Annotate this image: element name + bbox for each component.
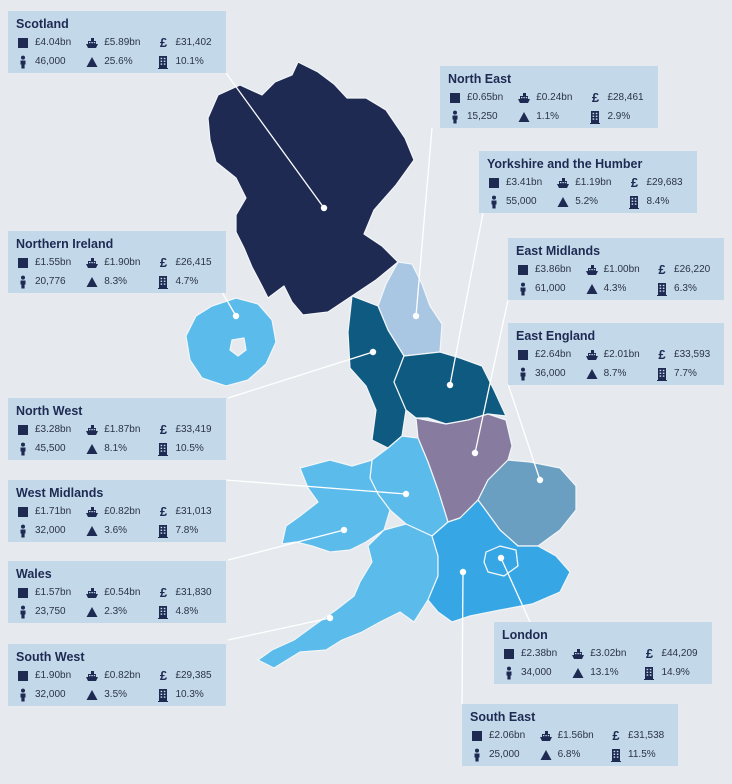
person-icon [16,55,30,69]
stat-share-value: 14.9% [661,667,690,678]
region-title: East England [516,329,596,343]
stat-growth [571,666,642,680]
stat-growth-value: 8.3% [104,276,128,287]
stat-gva [16,423,85,437]
card-east-midlands[interactable] [508,238,724,300]
stats-row-1 [16,666,218,685]
card-north-west[interactable] [8,398,226,460]
stats-row-2 [516,364,716,383]
stat-exports-value: £1.87bn [104,424,141,435]
stat-jobs [448,110,517,124]
triangle-up-icon [85,688,99,702]
stat-growth [585,282,655,296]
stat-gva-value: £1.55bn [35,257,72,268]
stat-income-value: £31,830 [175,587,212,598]
stat-growth [556,195,627,209]
stat-exports [85,423,156,437]
stat-exports [539,729,609,743]
stat-gva-value: £2.06bn [489,730,526,741]
building-icon [627,195,641,209]
stat-jobs [16,442,85,456]
person-icon [516,282,530,296]
stat-jobs-value: 46,000 [35,56,66,67]
stat-share [609,748,670,762]
stat-exports-value: £1.19bn [575,177,612,188]
square-icon [470,729,484,743]
ship-icon [571,647,585,661]
region-title: South East [470,710,536,724]
stat-share-value: 11.5% [628,749,656,760]
stat-jobs [16,688,85,702]
triangle-up-icon [539,748,553,762]
stats-row-1 [16,583,218,602]
pound-icon: £ [159,254,168,270]
ship-icon [85,505,99,519]
stat-income-value: £28,461 [607,92,644,103]
stat-gva [448,91,517,105]
card-north-east[interactable] [440,66,658,128]
stat-income-value: £44,209 [661,648,698,659]
stat-jobs [16,605,85,619]
region-title: North West [16,404,83,418]
region-title: South West [16,650,85,664]
person-icon [16,688,30,702]
stat-jobs-value: 23,750 [35,606,66,617]
stat-growth-value: 3.6% [104,525,128,536]
square-icon [516,263,530,277]
stat-exports-value: £0.54bn [104,587,141,598]
triangle-up-icon [85,55,99,69]
region-title: Wales [16,567,52,581]
stat-share-value: 6.3% [674,283,697,294]
stat-growth-value: 6.8% [557,749,581,760]
triangle-up-icon [85,275,99,289]
stat-income-value: £31,538 [628,730,665,741]
stat-share-value: 8.4% [646,196,670,207]
stat-gva-value: £1.57bn [35,587,72,598]
stat-exports-value: £1.56bn [557,730,594,741]
pound-icon: £ [159,34,168,50]
stat-gva [16,669,85,683]
square-icon [502,647,516,661]
stat-income [156,586,218,600]
building-icon [655,282,669,296]
stats-row-1 [16,33,218,52]
stat-income-value: £33,419 [175,424,212,435]
stat-exports [556,176,627,190]
stat-exports-value: £1.00bn [603,264,640,275]
stat-gva [16,256,85,270]
stat-income [156,669,218,683]
marker-scotland [321,205,327,211]
ship-icon [517,91,531,105]
stats-row-1 [487,173,689,192]
triangle-up-icon [85,524,99,538]
person-icon [516,367,530,381]
stat-income [655,263,716,277]
pound-icon: £ [159,421,168,437]
stat-jobs-value: 36,000 [535,368,566,379]
stat-gva [16,586,85,600]
stat-share [642,666,704,680]
stats-row-2 [516,279,716,298]
stat-exports [85,669,156,683]
stat-share [588,110,650,124]
pound-icon: £ [658,346,666,362]
stat-jobs [516,367,585,381]
stat-growth [539,748,609,762]
stat-income-value: £26,415 [175,257,212,268]
person-icon [16,275,30,289]
triangle-up-icon [585,282,599,296]
stat-gva-value: £2.64bn [535,349,572,360]
stat-share-value: 10.1% [175,56,204,67]
stats-row-2 [16,521,218,540]
stats-row-2 [448,107,650,126]
card-west-midlands[interactable] [8,480,226,542]
triangle-up-icon [85,605,99,619]
region-title: Northern Ireland [16,237,114,251]
stat-share [156,605,218,619]
stat-income-value: £33,593 [674,349,711,360]
stat-jobs [470,748,539,762]
stat-growth-value: 8.1% [104,443,128,454]
stat-gva [516,263,585,277]
stat-share [655,367,716,381]
person-icon [16,524,30,538]
stat-income [156,505,218,519]
marker-west-midlands [403,491,409,497]
stat-exports [85,256,156,270]
building-icon [156,605,170,619]
building-icon [156,524,170,538]
stat-growth [585,367,655,381]
square-icon [16,669,30,683]
stat-growth [85,524,156,538]
stat-growth-value: 5.2% [575,196,599,207]
stat-jobs-value: 32,000 [35,689,66,700]
stat-gva [516,348,585,362]
square-icon [487,176,501,190]
stat-exports-value: £0.24bn [536,92,573,103]
stat-share [655,282,716,296]
stat-gva [470,729,539,743]
stat-jobs-value: 15,250 [467,111,498,122]
stat-gva [502,647,571,661]
stat-gva [16,36,85,50]
stat-gva-value: £1.71bn [35,506,72,517]
stat-share [627,195,689,209]
stat-jobs [16,524,85,538]
marker-northern-ireland [233,313,239,319]
stat-share-value: 4.7% [175,276,199,287]
stats-row-2 [487,192,689,211]
stat-jobs-value: 34,000 [521,667,552,678]
card-yorkshire[interactable] [479,151,697,213]
stat-share [156,55,218,69]
stats-row-1 [470,726,670,745]
square-icon [16,586,30,600]
pound-icon: £ [645,645,654,661]
marker-yorkshire [447,382,453,388]
square-icon [16,36,30,50]
ship-icon [556,176,570,190]
pound-icon: £ [159,584,168,600]
stat-income [156,423,218,437]
stat-exports [85,505,156,519]
card-wales[interactable] [8,561,226,623]
stat-growth [85,275,156,289]
stat-growth [517,110,588,124]
stat-gva-value: £3.41bn [506,177,543,188]
region-title: North East [448,72,512,86]
leader-yorkshire [450,213,483,385]
building-icon [642,666,656,680]
ship-icon [539,729,553,743]
building-icon [156,55,170,69]
building-icon [588,110,602,124]
stat-exports-value: £3.02bn [590,648,627,659]
stat-gva-value: £3.28bn [35,424,72,435]
stat-income-value: £29,385 [175,670,212,681]
stat-share [156,275,218,289]
stat-share [156,442,218,456]
stat-share-value: 7.7% [674,368,697,379]
stat-jobs-value: 61,000 [535,283,566,294]
marker-london [498,555,504,561]
pound-icon: £ [159,667,168,683]
building-icon [156,688,170,702]
ship-icon [85,669,99,683]
stat-jobs-value: 20,776 [35,276,66,287]
person-icon [16,442,30,456]
stat-income [156,36,218,50]
building-icon [156,275,170,289]
stat-exports-value: £2.01bn [603,349,640,360]
stat-income-value: £29,683 [646,177,683,188]
stat-jobs [502,666,571,680]
stat-gva [16,505,85,519]
stat-share [156,524,218,538]
stat-jobs [16,275,85,289]
stat-income-value: £31,402 [175,37,212,48]
stat-jobs [487,195,556,209]
stats-row-2 [470,745,670,764]
stats-row-2 [16,272,218,291]
ship-icon [85,256,99,270]
person-icon [470,748,484,762]
triangle-up-icon [556,195,570,209]
marker-north-west [370,349,376,355]
stat-growth-value: 2.3% [104,606,128,617]
marker-south-west [327,615,333,621]
marker-east-england [537,477,543,483]
marker-north-east [413,313,419,319]
stats-row-2 [16,685,218,704]
stat-gva-value: £3.86bn [535,264,572,275]
stat-growth-value: 1.1% [536,111,560,122]
stat-exports-value: £0.82bn [104,670,141,681]
stat-share-value: 7.8% [175,525,199,536]
stat-income [156,256,218,270]
stat-income [588,91,650,105]
stat-growth-value: 3.5% [104,689,128,700]
stat-gva-value: £0.65bn [467,92,504,103]
stat-jobs [16,55,85,69]
region-scotland[interactable] [208,62,414,315]
marker-wales [341,527,347,533]
ship-icon [585,263,599,277]
stats-row-2 [16,439,218,458]
stats-row-2 [502,663,704,682]
stat-growth-value: 13.1% [590,667,619,678]
marker-east-midlands [472,450,478,456]
stat-growth [85,605,156,619]
card-east-england[interactable] [508,323,724,385]
stat-exports [571,647,642,661]
stat-share-value: 2.9% [607,111,631,122]
triangle-up-icon [571,666,585,680]
card-northern-ireland[interactable] [8,231,226,293]
stat-income [627,176,689,190]
stat-share [156,688,218,702]
stat-share-value: 4.8% [175,606,199,617]
stat-income [642,647,704,661]
square-icon [516,348,530,362]
stat-gva-value: £4.04bn [35,37,72,48]
stat-gva-value: £1.90bn [35,670,72,681]
stat-growth [85,55,156,69]
pound-icon: £ [658,261,666,277]
stat-jobs-value: 55,000 [506,196,537,207]
pound-icon: £ [612,727,620,743]
marker-south-east [460,569,466,575]
stat-income-value: £26,220 [674,264,711,275]
stat-growth [85,688,156,702]
stat-exports-value: £0.82bn [104,506,141,517]
stats-row-1 [448,88,650,107]
stat-exports [85,36,156,50]
ship-icon [85,586,99,600]
stat-exports [85,586,156,600]
pound-icon: £ [630,174,639,190]
stat-exports [517,91,588,105]
triangle-up-icon [517,110,531,124]
stats-row-1 [516,345,716,364]
ship-icon [85,36,99,50]
stat-exports [585,263,655,277]
person-icon [16,605,30,619]
region-title: London [502,628,548,642]
triangle-up-icon [585,367,599,381]
stat-income-value: £31,013 [175,506,212,517]
building-icon [655,367,669,381]
stat-exports [585,348,655,362]
stat-gva [487,176,556,190]
stat-exports-value: £5.89bn [104,37,141,48]
person-icon [502,666,516,680]
stat-jobs-value: 25,000 [489,749,520,760]
stat-growth-value: 25.6% [104,56,133,67]
ship-icon [585,348,599,362]
stat-growth-value: 4.3% [603,283,627,294]
region-title: West Midlands [16,486,104,500]
stat-share-value: 10.5% [175,443,204,454]
stat-growth [85,442,156,456]
stat-gva-value: £2.38bn [521,648,558,659]
stat-income [609,729,670,743]
stat-income [655,348,716,362]
pound-icon: £ [159,503,168,519]
region-title: East Midlands [516,244,601,258]
square-icon [448,91,462,105]
stat-exports-value: £1.90bn [104,257,141,268]
stats-row-2 [16,52,218,71]
card-south-west[interactable] [8,644,226,706]
stat-jobs [516,282,585,296]
stats-row-1 [516,260,716,279]
building-icon [156,442,170,456]
stat-share-value: 10.3% [175,689,204,700]
building-icon [609,748,623,762]
square-icon [16,505,30,519]
stats-row-2 [16,602,218,621]
region-title: Yorkshire and the Humber [487,157,643,171]
card-south-east[interactable] [462,704,678,766]
stat-jobs-value: 32,000 [35,525,66,536]
triangle-up-icon [85,442,99,456]
stats-row-1 [16,253,218,272]
stat-jobs-value: 45,500 [35,443,66,454]
card-london[interactable] [494,622,712,684]
square-icon [16,256,30,270]
person-icon [448,110,462,124]
person-icon [487,195,501,209]
region-title: Scotland [16,17,69,31]
pound-icon: £ [591,89,600,105]
ship-icon [85,423,99,437]
square-icon [16,423,30,437]
stat-growth-value: 8.7% [603,368,627,379]
stats-row-1 [16,502,218,521]
stats-row-1 [16,420,218,439]
card-scotland[interactable] [8,11,226,73]
stats-row-1 [502,644,704,663]
